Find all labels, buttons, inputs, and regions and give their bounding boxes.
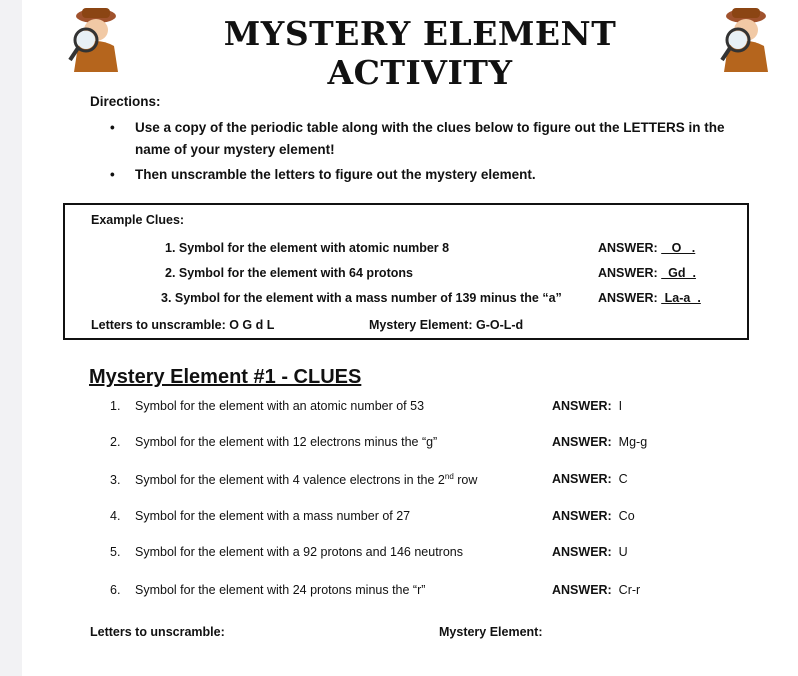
clue-item <box>110 435 437 449</box>
bullet-icon: • <box>110 167 115 182</box>
example-letters: Letters to unscramble: O G d L <box>91 318 275 332</box>
clue-answer <box>552 583 640 597</box>
answer-value: Gd . <box>661 266 696 280</box>
answer-value: La-a . <box>661 291 701 305</box>
answer-label: ANSWER: <box>552 545 612 559</box>
clue-answer <box>552 509 635 523</box>
clue-number: 4. <box>110 509 121 523</box>
direction-item: Then unscramble the letters to figure out the mystery element. <box>135 167 536 182</box>
answer-label: ANSWER: <box>552 583 612 597</box>
bullet-icon: • <box>110 120 115 135</box>
clue-text: Symbol for the element with 24 protons minus the “r” <box>135 583 426 597</box>
clue-number: 5. <box>110 545 121 559</box>
answer-value: Mg-g <box>618 435 648 449</box>
clue-item <box>110 472 477 487</box>
answer-label: ANSWER: <box>552 435 612 449</box>
clue-answer <box>552 399 622 413</box>
mystery-1-heading: Mystery Element #1 - CLUES <box>89 366 362 388</box>
answer-label: ANSWER: <box>552 399 612 413</box>
clue-item <box>110 583 425 597</box>
answer-value: O . <box>661 241 696 255</box>
answer-label: ANSWER: <box>598 241 658 255</box>
clue-text: Symbol for the element with a 92 protons and 146 neutrons <box>135 545 463 559</box>
clue-text: Symbol for the element with a mass number of 27 <box>135 509 411 523</box>
example-answer <box>598 241 695 255</box>
clue-item <box>110 545 463 559</box>
clue-number: 3. <box>110 473 121 488</box>
example-answer <box>598 291 701 305</box>
clue-item <box>110 509 410 523</box>
example-clue: 1. Symbol for the element with atomic number 8 <box>165 241 450 255</box>
answer-label: ANSWER: <box>552 472 612 486</box>
answer-label: ANSWER: <box>598 266 658 280</box>
letters-to-unscramble-label: Letters to unscramble: <box>90 625 225 639</box>
example-clue: 3. Symbol for the element with a mass number of 139 minus the “a” <box>161 291 562 305</box>
clue-number: 1. <box>110 399 121 413</box>
answer-value: Cr-r <box>618 583 641 597</box>
clue-item <box>110 399 424 413</box>
mystery-element-label: Mystery Element: <box>439 625 543 639</box>
clue-text: Symbol for the element with 12 electrons minus the “g” <box>135 435 438 449</box>
clue-superscript: nd <box>444 472 454 481</box>
answer-value: C <box>618 472 628 486</box>
detective-icon <box>712 2 776 72</box>
example-clues-box <box>63 203 749 340</box>
detective-icon <box>66 2 130 72</box>
page-title: MYSTERY ELEMENT ACTIVITY <box>223 14 617 92</box>
clue-text: row <box>453 473 478 488</box>
example-mystery-element: Mystery Element: G-O-L-d <box>369 318 524 332</box>
clue-number: 6. <box>110 583 121 597</box>
direction-item: Use a copy of the periodic table along with the clues below to figure out the LETTERS in the name of your mystery element! <box>135 120 725 157</box>
clue-text: Symbol for the element with an atomic number of 53 <box>135 399 425 413</box>
clue-answer <box>552 472 628 486</box>
clue-answer <box>552 545 628 559</box>
answer-value: Co <box>618 509 635 523</box>
worksheet-page <box>22 0 798 676</box>
example-heading: Example Clues: <box>91 213 185 227</box>
example-answer <box>598 266 696 280</box>
answer-value: I <box>618 399 623 413</box>
answer-label: ANSWER: <box>552 509 612 523</box>
directions-label: Directions: <box>90 94 161 109</box>
example-clue: 2. Symbol for the element with 64 protons <box>165 266 413 280</box>
clue-number: 2. <box>110 435 121 449</box>
answer-label: ANSWER: <box>598 291 658 305</box>
clue-text: Symbol for the element with 4 valence electrons in the 2 <box>135 473 445 488</box>
answer-value: U <box>618 545 628 559</box>
clue-answer <box>552 435 647 449</box>
